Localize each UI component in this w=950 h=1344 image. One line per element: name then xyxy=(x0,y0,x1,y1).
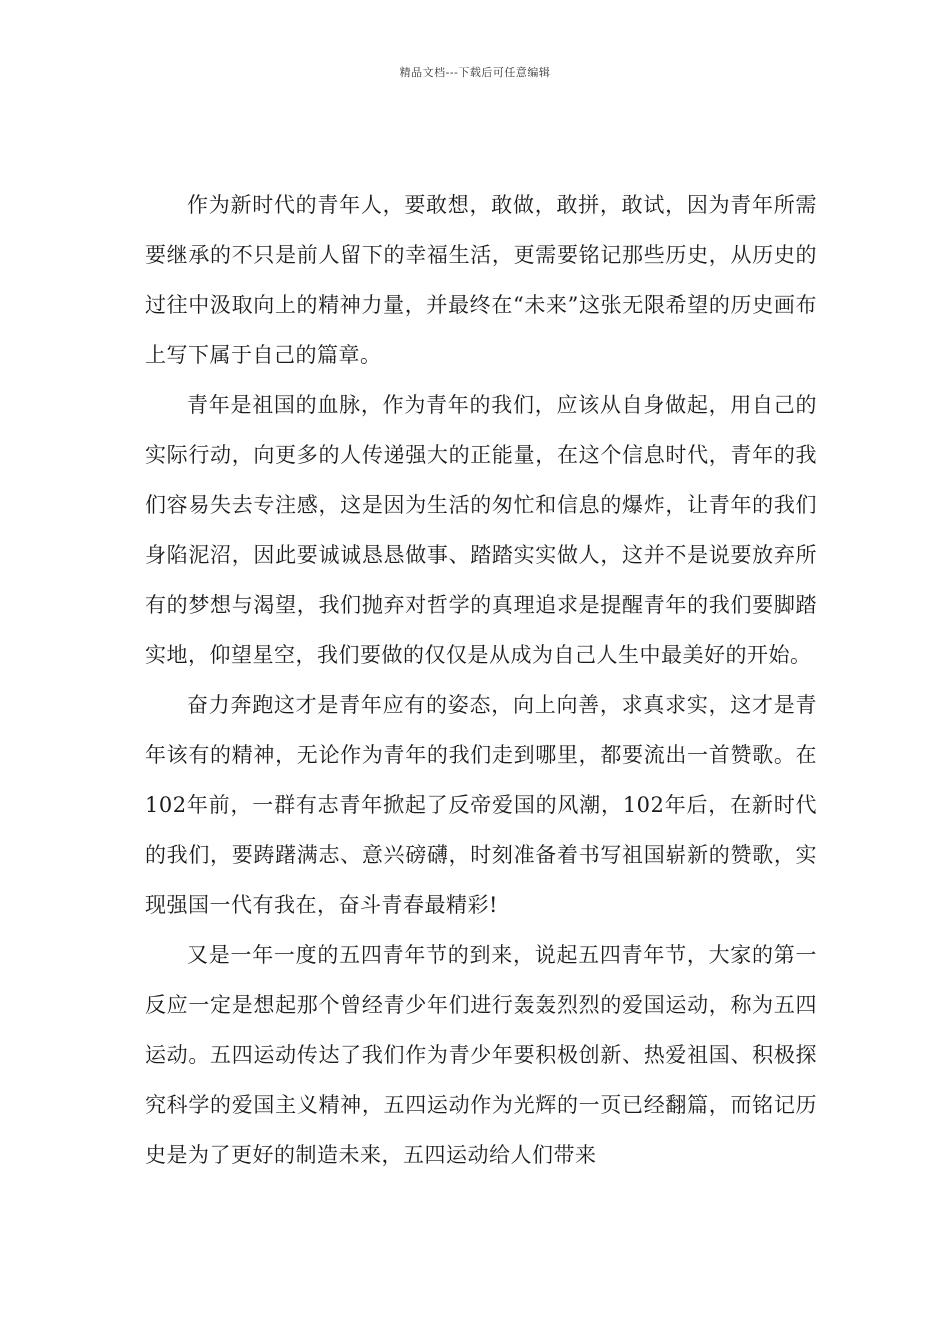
paragraph-4: 又是一年一度的五四青年节的到来，说起五四青年节，大家的第一反应一定是想起那个曾经青少年们进行轰轰烈烈的爱国运动，称为五四运动。五四运动传达了我们作为青少年要积极创新、热爱祖国、积极探究科学的爱国主义精神，五四运动作为光辉的一页已经翻篇，而铭记历史是为了更好的制造未来，五四运动给人们带来 xyxy=(145,943,817,1167)
paragraph-3: 奋力奔跑这才是青年应有的姿态，向上向善，求真求实，这才是青年该有的精神，无论作为青年的我们走到哪里，都要流出一首赞歌。在102年前，一群有志青年掀起了反帝爱国的风潮，102年后，在新时代的我们，要踌躇满志、意兴磅礴，时刻准备着书写祖国崭新的赞歌，实现强国一代有我在，奋斗青春最精彩! xyxy=(145,693,817,917)
document-body xyxy=(145,180,817,1180)
paragraph-1: 作为新时代的青年人，要敢想，敢做，敢拼，敢试，因为青年所需要继承的不只是前人留下的幸福生活，更需要铭记那些历史，从历史的过往中汲取向上的精神力量，并最终在“未来”这张无限希望的历史画布上写下属于自己的篇章。 xyxy=(145,193,817,367)
paragraph-2: 青年是祖国的血脉，作为青年的我们，应该从自身做起，用自己的实际行动，向更多的人传递强大的正能量，在这个信息时代，青年的我们容易失去专注感，这是因为生活的匆忙和信息的爆炸，让青年的我们身陷泥沼，因此要诚诚恳恳做事、踏踏实实做人，这并不是说要放弃所有的梦想与渴望，我们抛弃对哲学的真理追求是提醒青年的我们要脚踏实地，仰望星空，我们要做的仅仅是从成为自己人生中最美好的开始。 xyxy=(145,393,817,667)
page-header: 精品文档---下载后可任意编辑 xyxy=(399,66,551,79)
